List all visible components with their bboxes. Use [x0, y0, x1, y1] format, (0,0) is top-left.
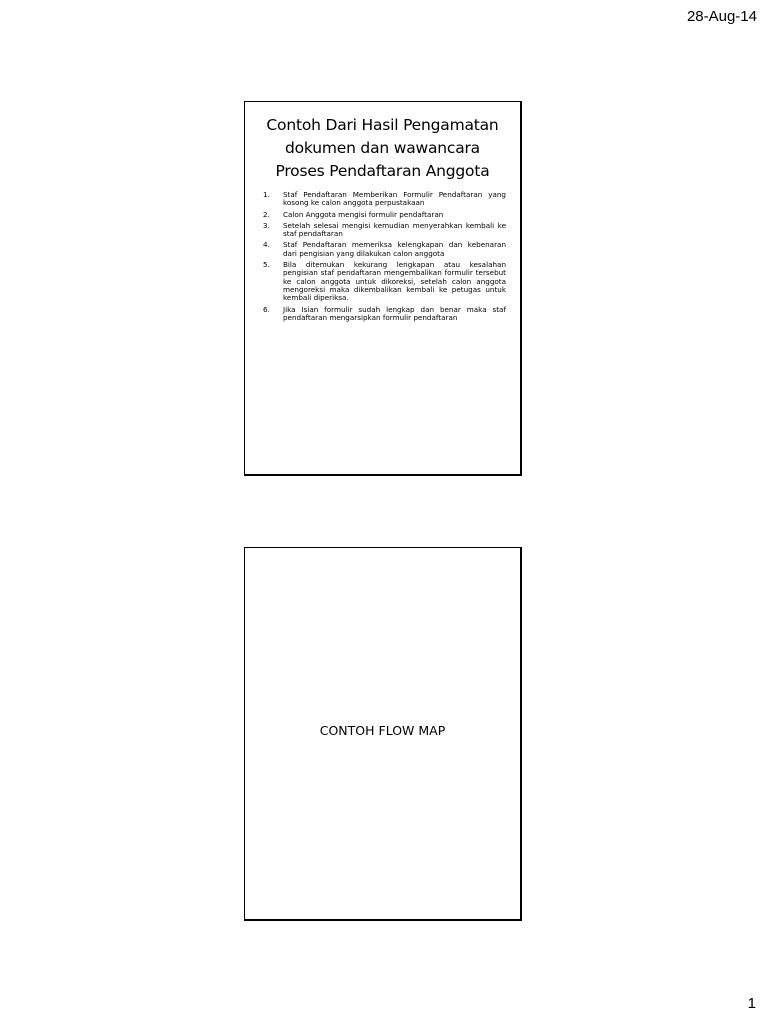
list-item-text: Calon Anggota mengisi formulir pendaftaran: [283, 209, 444, 219]
list-item: [263, 222, 506, 239]
slide-thumbnail-1: [244, 101, 522, 476]
slide-title: Contoh Dari Hasil Pengamatan dokumen dan wawancara Proses Pendaftaran Anggota: [266, 116, 499, 180]
list-item-text: Setelah selesai mengisi kemudian menyerahkan kembali ke staf pendaftaran: [283, 220, 506, 239]
list-item-text: Staf Pendaftaran memeriksa kelengkapan dan kebenaran dari pengisian yang dilakukan calon anggota: [283, 240, 506, 258]
slide-thumbnail-2: [244, 547, 522, 921]
list-item: [263, 306, 506, 323]
slide-heading: CONTOH FLOW MAP: [319, 723, 446, 738]
list-item-number: 6.: [263, 304, 270, 314]
list-item: [263, 211, 506, 219]
page-number: 1: [747, 995, 756, 1012]
list-item-text: Staf Pendaftaran Memberikan Formulir Pendaftaran yang kosong ke calon anggota perpustakaan: [283, 190, 506, 208]
page-date: 28-Aug-14: [686, 8, 757, 25]
list-item-text: Bila ditemukan kekurang lengkapan atau kesalahan pengisian staf pendaftaran mengembalikan formulir tersebut ke calon anggota untuk dikoreksi, setelah calon anggota mengoreksi maka dikembalikan kembali ke petugas untuk kembali diperiksa.: [283, 260, 506, 303]
list-item-number: 5.: [263, 260, 270, 270]
list-item-number: 4.: [263, 240, 270, 250]
list-item-number: 3.: [263, 220, 270, 230]
list-item-text: Jika Isian formulir sudah lengkap dan benar maka staf pendaftaran mengarsipkan formulir pendaftaran: [283, 304, 506, 322]
list-item-number: 2.: [263, 209, 270, 219]
list-item: [263, 241, 506, 258]
list-item-number: 1.: [263, 190, 270, 199]
list-item: [263, 191, 506, 208]
process-steps-list: [263, 191, 506, 322]
list-item: [263, 261, 506, 302]
